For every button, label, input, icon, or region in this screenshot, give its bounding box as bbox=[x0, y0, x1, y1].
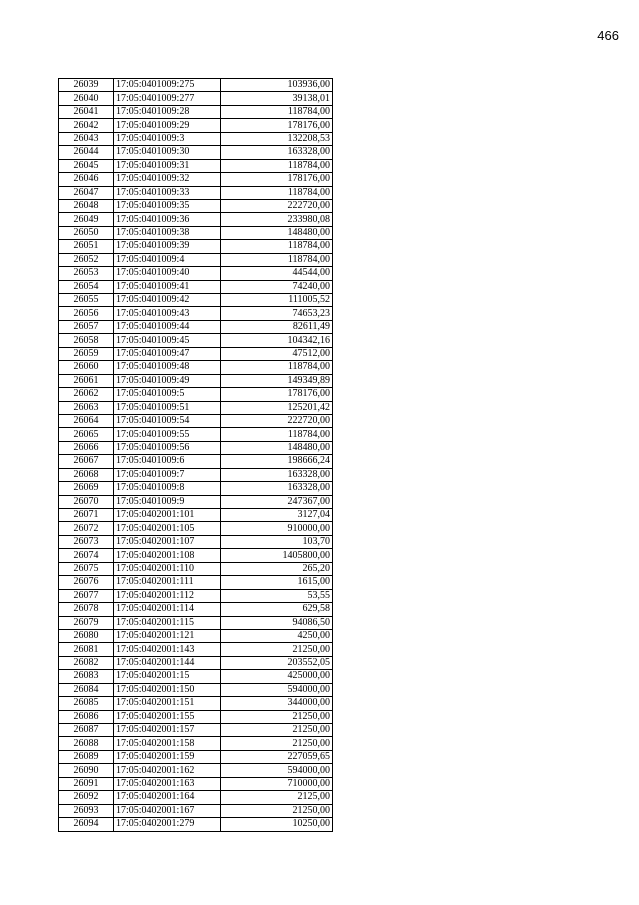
cadastral-number-cell: 17:05:0402001:159 bbox=[114, 750, 221, 763]
row-number-cell: 26076 bbox=[59, 576, 114, 589]
row-number-cell: 26094 bbox=[59, 818, 114, 831]
row-number-cell: 26065 bbox=[59, 428, 114, 441]
table-row bbox=[59, 294, 333, 307]
value-cell: 594000,00 bbox=[221, 683, 333, 696]
table-row bbox=[59, 320, 333, 333]
row-number-cell: 26082 bbox=[59, 656, 114, 669]
cadastral-number-cell: 17:05:0402001:15 bbox=[114, 670, 221, 683]
table-row bbox=[59, 79, 333, 92]
row-number-cell: 26067 bbox=[59, 455, 114, 468]
cadastral-number-cell: 17:05:0402001:157 bbox=[114, 724, 221, 737]
value-cell: 1615,00 bbox=[221, 576, 333, 589]
table-row bbox=[59, 159, 333, 172]
table-row bbox=[59, 535, 333, 548]
value-cell: 148480,00 bbox=[221, 441, 333, 454]
table-row bbox=[59, 199, 333, 212]
row-number-cell: 26073 bbox=[59, 535, 114, 548]
row-number-cell: 26063 bbox=[59, 401, 114, 414]
table-body bbox=[59, 79, 333, 832]
table-row bbox=[59, 226, 333, 239]
value-cell: 21250,00 bbox=[221, 737, 333, 750]
row-number-cell: 26056 bbox=[59, 307, 114, 320]
table-row bbox=[59, 724, 333, 737]
table-row bbox=[59, 616, 333, 629]
cadastral-number-cell: 17:05:0402001:110 bbox=[114, 562, 221, 575]
row-number-cell: 26078 bbox=[59, 603, 114, 616]
value-cell: 594000,00 bbox=[221, 764, 333, 777]
table-row bbox=[59, 374, 333, 387]
value-cell: 10250,00 bbox=[221, 818, 333, 831]
page-number: 466 bbox=[597, 28, 619, 43]
row-number-cell: 26060 bbox=[59, 361, 114, 374]
row-number-cell: 26089 bbox=[59, 750, 114, 763]
table-row bbox=[59, 764, 333, 777]
row-number-cell: 26039 bbox=[59, 79, 114, 92]
value-cell: 74653,23 bbox=[221, 307, 333, 320]
cadastral-number-cell: 17:05:0401009:45 bbox=[114, 334, 221, 347]
cadastral-number-cell: 17:05:0401009:29 bbox=[114, 119, 221, 132]
row-number-cell: 26066 bbox=[59, 441, 114, 454]
row-number-cell: 26086 bbox=[59, 710, 114, 723]
value-cell: 118784,00 bbox=[221, 361, 333, 374]
value-cell: 265,20 bbox=[221, 562, 333, 575]
row-number-cell: 26077 bbox=[59, 589, 114, 602]
value-cell: 163328,00 bbox=[221, 146, 333, 159]
cadastral-number-cell: 17:05:0401009:31 bbox=[114, 159, 221, 172]
table-row bbox=[59, 267, 333, 280]
table-row bbox=[59, 240, 333, 253]
table-row bbox=[59, 428, 333, 441]
cadastral-number-cell: 17:05:0402001:163 bbox=[114, 777, 221, 790]
cadastral-number-cell: 17:05:0401009:40 bbox=[114, 267, 221, 280]
row-number-cell: 26091 bbox=[59, 777, 114, 790]
cadastral-number-cell: 17:05:0401009:32 bbox=[114, 173, 221, 186]
cadastral-number-cell: 17:05:0401009:4 bbox=[114, 253, 221, 266]
cadastral-number-cell: 17:05:0402001:114 bbox=[114, 603, 221, 616]
value-cell: 132208,53 bbox=[221, 132, 333, 145]
value-cell: 118784,00 bbox=[221, 428, 333, 441]
cadastral-number-cell: 17:05:0401009:42 bbox=[114, 294, 221, 307]
value-cell: 222720,00 bbox=[221, 199, 333, 212]
cadastral-number-cell: 17:05:0401009:277 bbox=[114, 92, 221, 105]
table-row bbox=[59, 132, 333, 145]
cadastral-number-cell: 17:05:0401009:30 bbox=[114, 146, 221, 159]
row-number-cell: 26069 bbox=[59, 482, 114, 495]
table-row bbox=[59, 92, 333, 105]
value-cell: 3127,04 bbox=[221, 509, 333, 522]
table-row bbox=[59, 455, 333, 468]
row-number-cell: 26052 bbox=[59, 253, 114, 266]
table-row bbox=[59, 562, 333, 575]
row-number-cell: 26088 bbox=[59, 737, 114, 750]
value-cell: 44544,00 bbox=[221, 267, 333, 280]
cadastral-number-cell: 17:05:0402001:144 bbox=[114, 656, 221, 669]
value-cell: 103936,00 bbox=[221, 79, 333, 92]
table-row bbox=[59, 589, 333, 602]
table-row bbox=[59, 280, 333, 293]
table-row bbox=[59, 656, 333, 669]
value-cell: 222720,00 bbox=[221, 414, 333, 427]
value-cell: 39138,01 bbox=[221, 92, 333, 105]
cadastral-number-cell: 17:05:0401009:51 bbox=[114, 401, 221, 414]
row-number-cell: 26054 bbox=[59, 280, 114, 293]
value-cell: 149349,89 bbox=[221, 374, 333, 387]
cadastral-number-cell: 17:05:0401009:48 bbox=[114, 361, 221, 374]
cadastral-number-cell: 17:05:0401009:36 bbox=[114, 213, 221, 226]
cadastral-number-cell: 17:05:0401009:35 bbox=[114, 199, 221, 212]
row-number-cell: 26075 bbox=[59, 562, 114, 575]
row-number-cell: 26049 bbox=[59, 213, 114, 226]
table-row bbox=[59, 388, 333, 401]
row-number-cell: 26058 bbox=[59, 334, 114, 347]
table-row bbox=[59, 495, 333, 508]
table-row bbox=[59, 804, 333, 817]
value-cell: 21250,00 bbox=[221, 724, 333, 737]
value-cell: 94086,50 bbox=[221, 616, 333, 629]
cadastral-number-cell: 17:05:0402001:150 bbox=[114, 683, 221, 696]
table-row bbox=[59, 576, 333, 589]
value-cell: 629,58 bbox=[221, 603, 333, 616]
table-row bbox=[59, 186, 333, 199]
cadastral-number-cell: 17:05:0402001:121 bbox=[114, 629, 221, 642]
row-number-cell: 26042 bbox=[59, 119, 114, 132]
cadastral-number-cell: 17:05:0402001:155 bbox=[114, 710, 221, 723]
value-cell: 111005,52 bbox=[221, 294, 333, 307]
row-number-cell: 26044 bbox=[59, 146, 114, 159]
value-cell: 178176,00 bbox=[221, 119, 333, 132]
cadastral-number-cell: 17:05:0401009:6 bbox=[114, 455, 221, 468]
cadastral-number-cell: 17:05:0401009:275 bbox=[114, 79, 221, 92]
cadastral-number-cell: 17:05:0402001:151 bbox=[114, 697, 221, 710]
row-number-cell: 26092 bbox=[59, 791, 114, 804]
value-cell: 53,55 bbox=[221, 589, 333, 602]
cadastral-number-cell: 17:05:0401009:49 bbox=[114, 374, 221, 387]
row-number-cell: 26085 bbox=[59, 697, 114, 710]
table-row bbox=[59, 361, 333, 374]
value-cell: 178176,00 bbox=[221, 388, 333, 401]
row-number-cell: 26061 bbox=[59, 374, 114, 387]
value-cell: 118784,00 bbox=[221, 240, 333, 253]
cadastral-number-cell: 17:05:0402001:108 bbox=[114, 549, 221, 562]
value-cell: 47512,00 bbox=[221, 347, 333, 360]
row-number-cell: 26071 bbox=[59, 509, 114, 522]
table-row bbox=[59, 603, 333, 616]
table-row bbox=[59, 441, 333, 454]
cadastral-number-cell: 17:05:0401009:43 bbox=[114, 307, 221, 320]
row-number-cell: 26093 bbox=[59, 804, 114, 817]
value-cell: 118784,00 bbox=[221, 253, 333, 266]
table-row bbox=[59, 777, 333, 790]
cadastral-number-cell: 17:05:0401009:47 bbox=[114, 347, 221, 360]
row-number-cell: 26046 bbox=[59, 173, 114, 186]
row-number-cell: 26053 bbox=[59, 267, 114, 280]
cadastral-number-cell: 17:05:0401009:56 bbox=[114, 441, 221, 454]
cadastral-number-cell: 17:05:0402001:101 bbox=[114, 509, 221, 522]
table-row bbox=[59, 347, 333, 360]
cadastral-number-cell: 17:05:0402001:112 bbox=[114, 589, 221, 602]
value-cell: 178176,00 bbox=[221, 173, 333, 186]
cadastral-number-cell: 17:05:0401009:44 bbox=[114, 320, 221, 333]
table-row bbox=[59, 818, 333, 831]
row-number-cell: 26079 bbox=[59, 616, 114, 629]
row-number-cell: 26080 bbox=[59, 629, 114, 642]
table-row bbox=[59, 509, 333, 522]
value-cell: 233980,08 bbox=[221, 213, 333, 226]
cadastral-number-cell: 17:05:0401009:8 bbox=[114, 482, 221, 495]
cadastral-number-cell: 17:05:0402001:111 bbox=[114, 576, 221, 589]
cadastral-number-cell: 17:05:0401009:28 bbox=[114, 105, 221, 118]
cadastral-number-cell: 17:05:0401009:54 bbox=[114, 414, 221, 427]
value-cell: 21250,00 bbox=[221, 643, 333, 656]
cadastral-number-cell: 17:05:0401009:39 bbox=[114, 240, 221, 253]
value-cell: 203552,05 bbox=[221, 656, 333, 669]
cadastral-value-table bbox=[58, 78, 333, 832]
table-row bbox=[59, 307, 333, 320]
value-cell: 247367,00 bbox=[221, 495, 333, 508]
row-number-cell: 26059 bbox=[59, 347, 114, 360]
row-number-cell: 26062 bbox=[59, 388, 114, 401]
cadastral-number-cell: 17:05:0401009:33 bbox=[114, 186, 221, 199]
table-row bbox=[59, 549, 333, 562]
table-row bbox=[59, 737, 333, 750]
cadastral-number-cell: 17:05:0402001:158 bbox=[114, 737, 221, 750]
table-row bbox=[59, 173, 333, 186]
row-number-cell: 26048 bbox=[59, 199, 114, 212]
table-row bbox=[59, 683, 333, 696]
cadastral-number-cell: 17:05:0401009:38 bbox=[114, 226, 221, 239]
table-row bbox=[59, 697, 333, 710]
value-cell: 103,70 bbox=[221, 535, 333, 548]
cadastral-number-cell: 17:05:0402001:107 bbox=[114, 535, 221, 548]
value-cell: 198666,24 bbox=[221, 455, 333, 468]
cadastral-number-cell: 17:05:0401009:5 bbox=[114, 388, 221, 401]
table-row bbox=[59, 710, 333, 723]
value-cell: 118784,00 bbox=[221, 186, 333, 199]
row-number-cell: 26045 bbox=[59, 159, 114, 172]
value-cell: 163328,00 bbox=[221, 468, 333, 481]
row-number-cell: 26050 bbox=[59, 226, 114, 239]
row-number-cell: 26051 bbox=[59, 240, 114, 253]
value-cell: 227059,65 bbox=[221, 750, 333, 763]
cadastral-number-cell: 17:05:0402001:162 bbox=[114, 764, 221, 777]
row-number-cell: 26047 bbox=[59, 186, 114, 199]
row-number-cell: 26083 bbox=[59, 670, 114, 683]
row-number-cell: 26041 bbox=[59, 105, 114, 118]
row-number-cell: 26040 bbox=[59, 92, 114, 105]
cadastral-number-cell: 17:05:0401009:3 bbox=[114, 132, 221, 145]
row-number-cell: 26043 bbox=[59, 132, 114, 145]
value-cell: 104342,16 bbox=[221, 334, 333, 347]
cadastral-number-cell: 17:05:0402001:164 bbox=[114, 791, 221, 804]
row-number-cell: 26055 bbox=[59, 294, 114, 307]
value-cell: 710000,00 bbox=[221, 777, 333, 790]
value-cell: 21250,00 bbox=[221, 710, 333, 723]
cadastral-number-cell: 17:05:0401009:55 bbox=[114, 428, 221, 441]
value-cell: 118784,00 bbox=[221, 159, 333, 172]
table-row bbox=[59, 105, 333, 118]
table-row bbox=[59, 414, 333, 427]
table-row bbox=[59, 670, 333, 683]
cadastral-number-cell: 17:05:0402001:115 bbox=[114, 616, 221, 629]
table-row bbox=[59, 791, 333, 804]
value-cell: 1405800,00 bbox=[221, 549, 333, 562]
row-number-cell: 26084 bbox=[59, 683, 114, 696]
value-cell: 125201,42 bbox=[221, 401, 333, 414]
table-row bbox=[59, 119, 333, 132]
value-cell: 2125,00 bbox=[221, 791, 333, 804]
cadastral-number-cell: 17:05:0402001:279 bbox=[114, 818, 221, 831]
cadastral-number-cell: 17:05:0401009:7 bbox=[114, 468, 221, 481]
value-cell: 344000,00 bbox=[221, 697, 333, 710]
value-cell: 163328,00 bbox=[221, 482, 333, 495]
value-cell: 4250,00 bbox=[221, 629, 333, 642]
table-row bbox=[59, 750, 333, 763]
table-row bbox=[59, 468, 333, 481]
row-number-cell: 26070 bbox=[59, 495, 114, 508]
value-cell: 118784,00 bbox=[221, 105, 333, 118]
table-row bbox=[59, 522, 333, 535]
cadastral-number-cell: 17:05:0402001:143 bbox=[114, 643, 221, 656]
row-number-cell: 26068 bbox=[59, 468, 114, 481]
value-cell: 910000,00 bbox=[221, 522, 333, 535]
table-row bbox=[59, 643, 333, 656]
table-row bbox=[59, 253, 333, 266]
value-cell: 82611,49 bbox=[221, 320, 333, 333]
table-row bbox=[59, 482, 333, 495]
cadastral-number-cell: 17:05:0401009:9 bbox=[114, 495, 221, 508]
cadastral-number-cell: 17:05:0402001:167 bbox=[114, 804, 221, 817]
row-number-cell: 26057 bbox=[59, 320, 114, 333]
table-row bbox=[59, 629, 333, 642]
value-cell: 21250,00 bbox=[221, 804, 333, 817]
row-number-cell: 26087 bbox=[59, 724, 114, 737]
cadastral-number-cell: 17:05:0401009:41 bbox=[114, 280, 221, 293]
row-number-cell: 26081 bbox=[59, 643, 114, 656]
value-cell: 148480,00 bbox=[221, 226, 333, 239]
cadastral-number-cell: 17:05:0402001:105 bbox=[114, 522, 221, 535]
row-number-cell: 26072 bbox=[59, 522, 114, 535]
table-row bbox=[59, 213, 333, 226]
value-cell: 74240,00 bbox=[221, 280, 333, 293]
value-cell: 425000,00 bbox=[221, 670, 333, 683]
table-row bbox=[59, 334, 333, 347]
row-number-cell: 26090 bbox=[59, 764, 114, 777]
table-row bbox=[59, 146, 333, 159]
row-number-cell: 26074 bbox=[59, 549, 114, 562]
row-number-cell: 26064 bbox=[59, 414, 114, 427]
table-row bbox=[59, 401, 333, 414]
